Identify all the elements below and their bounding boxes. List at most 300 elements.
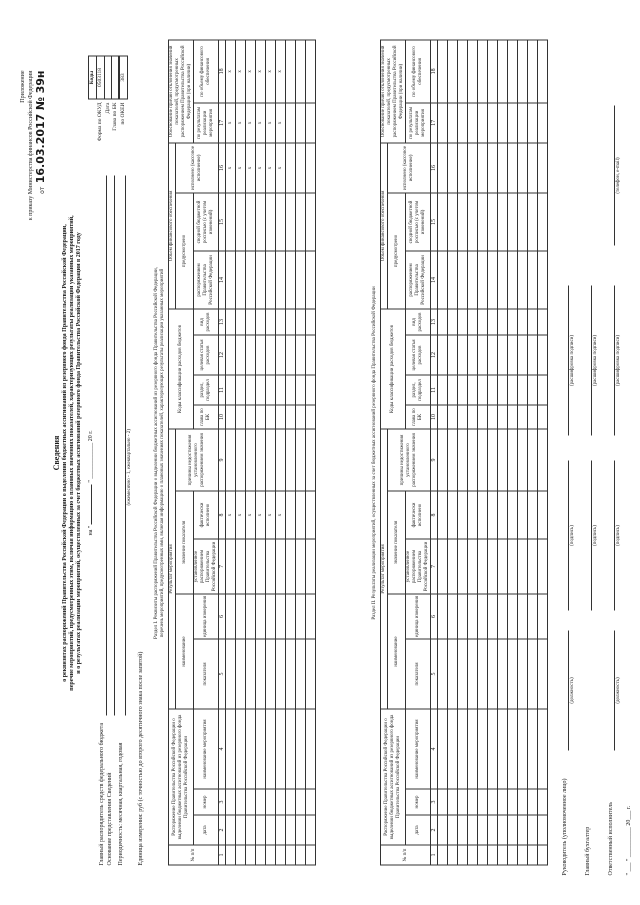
s1-cell	[306, 334, 316, 374]
s1-h-unit: единица измерения	[194, 593, 219, 638]
section2-title: Раздел II. Результаты реализации мероприятий, осуществленных за счет бюджетных ассигнований резервного фонда Правительства Российской Федерации	[372, 285, 377, 620]
s2-cell	[518, 192, 528, 250]
s2-h-event-name: наименование мероприятия	[406, 708, 431, 788]
s1-cell	[296, 638, 306, 708]
s2-cell	[458, 490, 468, 538]
s2-cell	[498, 250, 508, 308]
s1-cell	[236, 845, 246, 865]
codes-label-date: Дата	[104, 102, 111, 113]
s1-cell	[276, 815, 286, 845]
s1-cell	[236, 428, 246, 490]
s2-cell	[528, 374, 538, 404]
s1-cell	[296, 334, 306, 374]
s2-table-row	[518, 39, 528, 864]
s1-cell	[256, 789, 266, 815]
s1-cell	[286, 428, 296, 490]
s2-cell	[458, 142, 468, 192]
s1-cell	[226, 708, 236, 788]
s2-cell	[438, 428, 448, 490]
s1-table-row	[306, 39, 316, 864]
s2-col-numbers-row: 1 2 3 4 5 6 7 8 9 10 11 12 13 14 15 16 17 18	[431, 39, 438, 864]
s2-cell	[438, 490, 448, 538]
s2-cell	[518, 374, 528, 404]
sig-head-signature: (подпись)	[570, 524, 575, 546]
sig-executor-label: Ответственный исполнитель	[608, 801, 614, 875]
s2-table-row	[488, 39, 498, 864]
s2-cell	[468, 490, 478, 538]
s1-h-exec: исполнено (кассовое исполнение)	[176, 142, 219, 192]
s2-cell	[478, 845, 488, 865]
s2-cell	[448, 708, 458, 788]
s1-cell	[236, 250, 246, 308]
s2-cell	[458, 789, 468, 815]
s2-cell	[448, 538, 458, 593]
s1-cell	[246, 428, 256, 490]
s1-h-date: дата	[194, 815, 219, 845]
section1-title: Раздел I. Реквизиты распоряжений Правительства Российской Федерации о выделении бюджетных ассигнований из резервного фонда Правительства Российской Федерации,	[154, 266, 159, 639]
s1-table-row	[246, 39, 256, 864]
s1-cell	[276, 708, 286, 788]
s1-h-budget: сводной бюджетной росписью (с учетом изменений)	[194, 192, 219, 250]
s1-cell	[246, 334, 256, 374]
s1-table-row	[236, 39, 246, 864]
s2-cell	[478, 815, 488, 845]
sig-head-label: Руководитель (уполномоченное лицо)	[562, 778, 568, 875]
s2-cell	[508, 638, 518, 708]
s2-cell	[438, 142, 448, 192]
doc-subtitle-1: о реквизитах распоряжений Правительства Российской Федерации о выделении бюджетных ассигнований из резервного фонда Правительства Российской Федерации,	[62, 223, 68, 682]
s2-h-order: Распоряжение Правительства Российской Федерации о выделении бюджетных ассигнований из резервного фонда Правительства Российской Федерации	[381, 708, 406, 844]
s2-cell	[438, 815, 448, 845]
s1-h-planned: предусмотрено	[176, 192, 194, 308]
s2-cell	[488, 593, 498, 638]
s2-cell	[508, 428, 518, 490]
s2-cell	[488, 845, 498, 865]
s2-h-rownum: № п/п	[381, 845, 431, 865]
s1-cell	[266, 708, 276, 788]
s2-cell	[468, 334, 478, 374]
s1-cell	[306, 538, 316, 593]
s1-cell	[276, 593, 286, 638]
s1-cell	[226, 334, 236, 374]
s1-cell: x	[236, 39, 246, 102]
s1-cell	[306, 815, 316, 845]
s2-cell	[538, 308, 548, 334]
s2-h-actual: фактически исполнено	[406, 490, 431, 538]
s2-cell	[448, 789, 458, 815]
s1-cell	[246, 593, 256, 638]
s2-cell	[498, 490, 508, 538]
s2-cell	[478, 192, 488, 250]
s2-cell	[538, 428, 548, 490]
s2-cell	[478, 39, 488, 102]
s1-cell	[226, 428, 236, 490]
s1-cell	[306, 250, 316, 308]
s1-cell	[266, 250, 276, 308]
s2-cell	[448, 638, 458, 708]
sig-head-position: (должность)	[570, 676, 575, 704]
sig-executor-signature: (подпись)	[616, 524, 621, 546]
s2-cell	[478, 334, 488, 374]
s1-cell	[286, 845, 296, 865]
s2-cell	[478, 428, 488, 490]
appendix-title: Приложение	[20, 70, 26, 103]
sig-accountant-signature: (подпись)	[593, 524, 598, 546]
s2-cell	[488, 789, 498, 815]
s2-h-by-fin: по объему финансового обеспечения	[406, 39, 431, 102]
s1-cell: x	[276, 102, 286, 142]
s2-cell	[438, 538, 448, 593]
s2-cell	[538, 815, 548, 845]
codes-label-glava: Глава по БК	[111, 102, 118, 131]
s2-cell	[488, 308, 498, 334]
s1-h-razdel: раздел, подраздел	[194, 374, 219, 404]
s2-cell	[528, 334, 538, 374]
s2-cell	[478, 374, 488, 404]
s1-cell: x	[266, 490, 276, 538]
s2-cell	[468, 708, 478, 788]
s1-cell	[296, 845, 306, 865]
s1-cell	[296, 538, 306, 593]
s1-cell: x	[246, 102, 256, 142]
s2-cell	[528, 250, 538, 308]
s2-cell	[458, 374, 468, 404]
s2-cell	[478, 308, 488, 334]
s1-cell: x	[276, 39, 286, 102]
s1-cell	[246, 308, 256, 334]
s2-cell	[488, 404, 498, 428]
appendix-line: к приказу Министерства финансов Российской Федерации	[28, 70, 34, 220]
appendix-number: 39н	[34, 70, 47, 93]
s2-cell	[458, 815, 468, 845]
s2-table-row	[528, 39, 538, 864]
s2-cell	[498, 102, 508, 142]
s2-cell	[528, 428, 538, 490]
s1-cell	[306, 593, 316, 638]
s1-h-set: установленное распоряжением Правительства Российской Федерации	[194, 538, 219, 593]
s2-cell	[448, 250, 458, 308]
codes-header: Коды	[89, 56, 97, 99]
s2-cell	[478, 490, 488, 538]
s1-cell	[296, 404, 306, 428]
s2-h-kbk: Коды классификации расходов бюджетов	[381, 308, 406, 428]
s1-cell	[296, 490, 306, 538]
s1-cell	[236, 638, 246, 708]
s1-cell: x	[226, 142, 236, 192]
s2-cell	[488, 638, 498, 708]
s2-cell	[448, 374, 458, 404]
s1-cell: x	[226, 102, 236, 142]
s1-cell	[266, 638, 276, 708]
s1-cell	[276, 638, 286, 708]
s1-cell	[296, 192, 306, 250]
s1-cell: x	[246, 490, 256, 538]
s2-cell	[438, 334, 448, 374]
s1-cell	[256, 192, 266, 250]
s2-h-reasons: причины недостижения установленного распоряжением значения	[388, 428, 431, 490]
s2-cell	[518, 250, 528, 308]
s1-h-result: Результат мероприятия	[169, 428, 176, 708]
section2-rows	[438, 39, 548, 864]
s2-cell	[508, 404, 518, 428]
s2-cell	[528, 789, 538, 815]
field-periodicity-note: (ежемесячно - 1, ежеквартально - 2)	[127, 428, 132, 505]
s2-cell	[458, 102, 468, 142]
s1-cell: x	[246, 39, 256, 102]
s2-cell	[498, 192, 508, 250]
s1-cell	[236, 815, 246, 845]
s1-cell	[226, 593, 236, 638]
s2-cell	[468, 142, 478, 192]
s1-cell	[296, 142, 306, 192]
section2-table	[380, 39, 548, 865]
codes-table	[88, 55, 128, 165]
field-unit: Единица измерения: руб (с точностью до второго десятичного знака после запятой)	[138, 651, 144, 865]
codes-value-glava	[112, 56, 119, 99]
s1-cell: x	[266, 39, 276, 102]
s1-cell	[286, 538, 296, 593]
s1-h-reasons: причины недостижения установленного распоряжением значения	[176, 428, 219, 490]
sig-date-line: " ___ " __________ 20___ г.	[626, 805, 632, 875]
s1-cell	[276, 250, 286, 308]
s1-cell	[286, 593, 296, 638]
s1-cell	[286, 404, 296, 428]
s2-h-fin: Объем финансового обеспечения	[381, 142, 388, 308]
s1-cell	[286, 250, 296, 308]
s2-cell	[528, 192, 538, 250]
s2-cell	[458, 638, 468, 708]
s2-cell	[438, 374, 448, 404]
s1-cell	[226, 192, 236, 250]
s2-cell	[488, 490, 498, 538]
s1-cell	[246, 638, 256, 708]
s2-cell	[478, 593, 488, 638]
s2-cell	[498, 538, 508, 593]
s2-h-set: установленное распоряжением Правительства Российской Федерации	[406, 538, 431, 593]
s1-cell	[256, 538, 266, 593]
s2-cell	[438, 638, 448, 708]
appendix-number-prefix: №	[34, 96, 47, 110]
s2-cell	[528, 102, 538, 142]
s2-cell	[528, 308, 538, 334]
s1-table-row	[266, 39, 276, 864]
s2-cell	[508, 593, 518, 638]
s1-cell	[256, 593, 266, 638]
s2-cell	[488, 250, 498, 308]
s2-cell	[468, 428, 478, 490]
s2-cell	[498, 142, 508, 192]
section1-table	[168, 39, 316, 865]
s2-cell	[498, 308, 508, 334]
s2-h-razdel: раздел, подраздел	[406, 374, 431, 404]
s2-cell	[458, 538, 468, 593]
s2-cell	[518, 538, 528, 593]
s1-cell	[306, 374, 316, 404]
s1-cell: x	[226, 490, 236, 538]
s1-cell	[306, 404, 316, 428]
s2-cell	[498, 708, 508, 788]
s2-cell	[508, 845, 518, 865]
s2-cell	[508, 39, 518, 102]
s2-cell	[538, 39, 548, 102]
s1-cell	[276, 404, 286, 428]
s1-cell	[266, 308, 276, 334]
s1-cell: x	[236, 102, 246, 142]
s1-cell	[286, 39, 296, 102]
s1-h-vr: вид расходов	[194, 308, 219, 334]
s1-cell	[296, 593, 306, 638]
s2-cell	[528, 845, 538, 865]
s1-cell	[256, 428, 266, 490]
s2-cell	[448, 428, 458, 490]
s1-cell	[296, 815, 306, 845]
s1-cell	[266, 374, 276, 404]
s2-cell	[478, 250, 488, 308]
s1-cell	[256, 845, 266, 865]
s1-cell	[306, 308, 316, 334]
s1-h-csr: целевая статья расходов	[194, 334, 219, 374]
s2-table-row	[508, 39, 518, 864]
s2-cell	[478, 404, 488, 428]
s1-h-fin: Объем финансового обеспечения	[169, 142, 176, 308]
s2-h-by-order: распоряжением Правительства Российской Федерации	[406, 250, 431, 308]
s2-h-by-result: по результатам реализации мероприятия	[406, 102, 431, 142]
s2-cell	[448, 142, 458, 192]
s1-cell	[266, 789, 276, 815]
s2-table-row	[498, 39, 508, 864]
s1-cell	[226, 789, 236, 815]
s1-cell: x	[256, 142, 266, 192]
s1-cell	[256, 708, 266, 788]
s2-cell	[468, 638, 478, 708]
s2-cell	[508, 250, 518, 308]
s1-cell	[246, 404, 256, 428]
sig-executor-position: (должность)	[616, 676, 621, 704]
s2-cell	[518, 593, 528, 638]
s1-cell	[246, 789, 256, 815]
s2-cell	[448, 334, 458, 374]
s2-cell	[438, 192, 448, 250]
s2-cell	[518, 142, 528, 192]
s1-cell: x	[276, 142, 286, 192]
s2-cell	[498, 815, 508, 845]
s2-cell	[448, 39, 458, 102]
s2-cell	[538, 593, 548, 638]
sig-executor-decoding: (расшифровка подписи)	[616, 334, 621, 386]
s2-h-csr: целевая статья расходов	[406, 334, 431, 374]
s2-cell	[438, 789, 448, 815]
s2-cell	[518, 39, 528, 102]
s1-table-row	[286, 39, 296, 864]
s2-cell	[498, 334, 508, 374]
sig-accountant-label: Главный бухгалтер	[585, 826, 591, 875]
section1-subtitle: перечень мероприятий, предусмотренных ими, включая информацию о плановых значениях показателей, характеризующих результаты реализации указанных мероприятий	[160, 268, 165, 637]
s2-cell	[488, 334, 498, 374]
s1-cell	[296, 789, 306, 815]
s1-cell	[226, 250, 236, 308]
s1-cell	[306, 490, 316, 538]
appendix-date: 16.03.2017	[34, 113, 47, 183]
s1-cell: x	[276, 490, 286, 538]
s2-cell	[528, 404, 538, 428]
s1-cell	[266, 404, 276, 428]
s2-cell	[438, 39, 448, 102]
s2-cell	[458, 192, 468, 250]
s1-cell	[306, 638, 316, 708]
s1-cell	[306, 142, 316, 192]
s1-table-row	[226, 39, 236, 864]
s1-cell	[236, 374, 246, 404]
s2-cell	[518, 308, 528, 334]
s2-cell	[468, 789, 478, 815]
s1-cell	[246, 192, 256, 250]
s2-cell	[538, 845, 548, 865]
s1-cell	[246, 250, 256, 308]
s1-cell	[246, 538, 256, 593]
s2-cell	[508, 334, 518, 374]
s1-cell	[276, 845, 286, 865]
s1-cell	[236, 593, 246, 638]
s2-cell	[498, 638, 508, 708]
s2-table-row	[458, 39, 468, 864]
s2-cell	[508, 308, 518, 334]
s2-cell	[488, 428, 498, 490]
s2-cell	[488, 815, 498, 845]
s2-cell	[438, 308, 448, 334]
s2-cell	[488, 374, 498, 404]
s1-table-row	[296, 39, 306, 864]
s1-cell	[246, 708, 256, 788]
s2-cell	[528, 708, 538, 788]
s1-cell	[286, 490, 296, 538]
s2-cell	[438, 404, 448, 428]
s1-cell	[236, 308, 246, 334]
s1-cell	[286, 102, 296, 142]
s1-h-order: Распоряжение Правительства Российской Федерации о выделении бюджетных ассигнований из резервного фонда Правительства Российской Федерации	[169, 708, 194, 844]
s1-h-indicator: наименование	[176, 593, 194, 708]
s1-col-numbers-row: 1 2 3 4 5 6 7 8 9 10 11 12 13 14 15 16 17 18	[219, 39, 226, 864]
s2-cell	[518, 708, 528, 788]
s2-cell	[498, 593, 508, 638]
s2-cell	[448, 102, 458, 142]
s2-cell	[508, 142, 518, 192]
s2-cell	[508, 374, 518, 404]
field-periodicity-line	[125, 175, 126, 715]
s2-cell	[458, 428, 468, 490]
s1-cell	[276, 428, 286, 490]
s1-cell	[256, 334, 266, 374]
s2-h-indicator: наименование	[388, 593, 406, 708]
s1-cell	[236, 708, 246, 788]
s2-cell	[488, 192, 498, 250]
s2-cell	[438, 708, 448, 788]
s1-h-by-result: по результатам реализации мероприятия	[194, 102, 219, 142]
s2-cell	[458, 334, 468, 374]
s2-cell	[448, 490, 458, 538]
s2-cell	[538, 789, 548, 815]
s2-cell	[478, 638, 488, 708]
s1-cell	[266, 593, 276, 638]
s1-cell	[246, 815, 256, 845]
s2-cell	[518, 638, 528, 708]
field-basis-line	[114, 175, 115, 715]
s1-cell	[226, 815, 236, 845]
s2-cell	[508, 102, 518, 142]
s2-cell	[518, 334, 528, 374]
s2-cell	[538, 374, 548, 404]
s1-cell	[226, 404, 236, 428]
s2-h-date: дата	[406, 815, 431, 845]
